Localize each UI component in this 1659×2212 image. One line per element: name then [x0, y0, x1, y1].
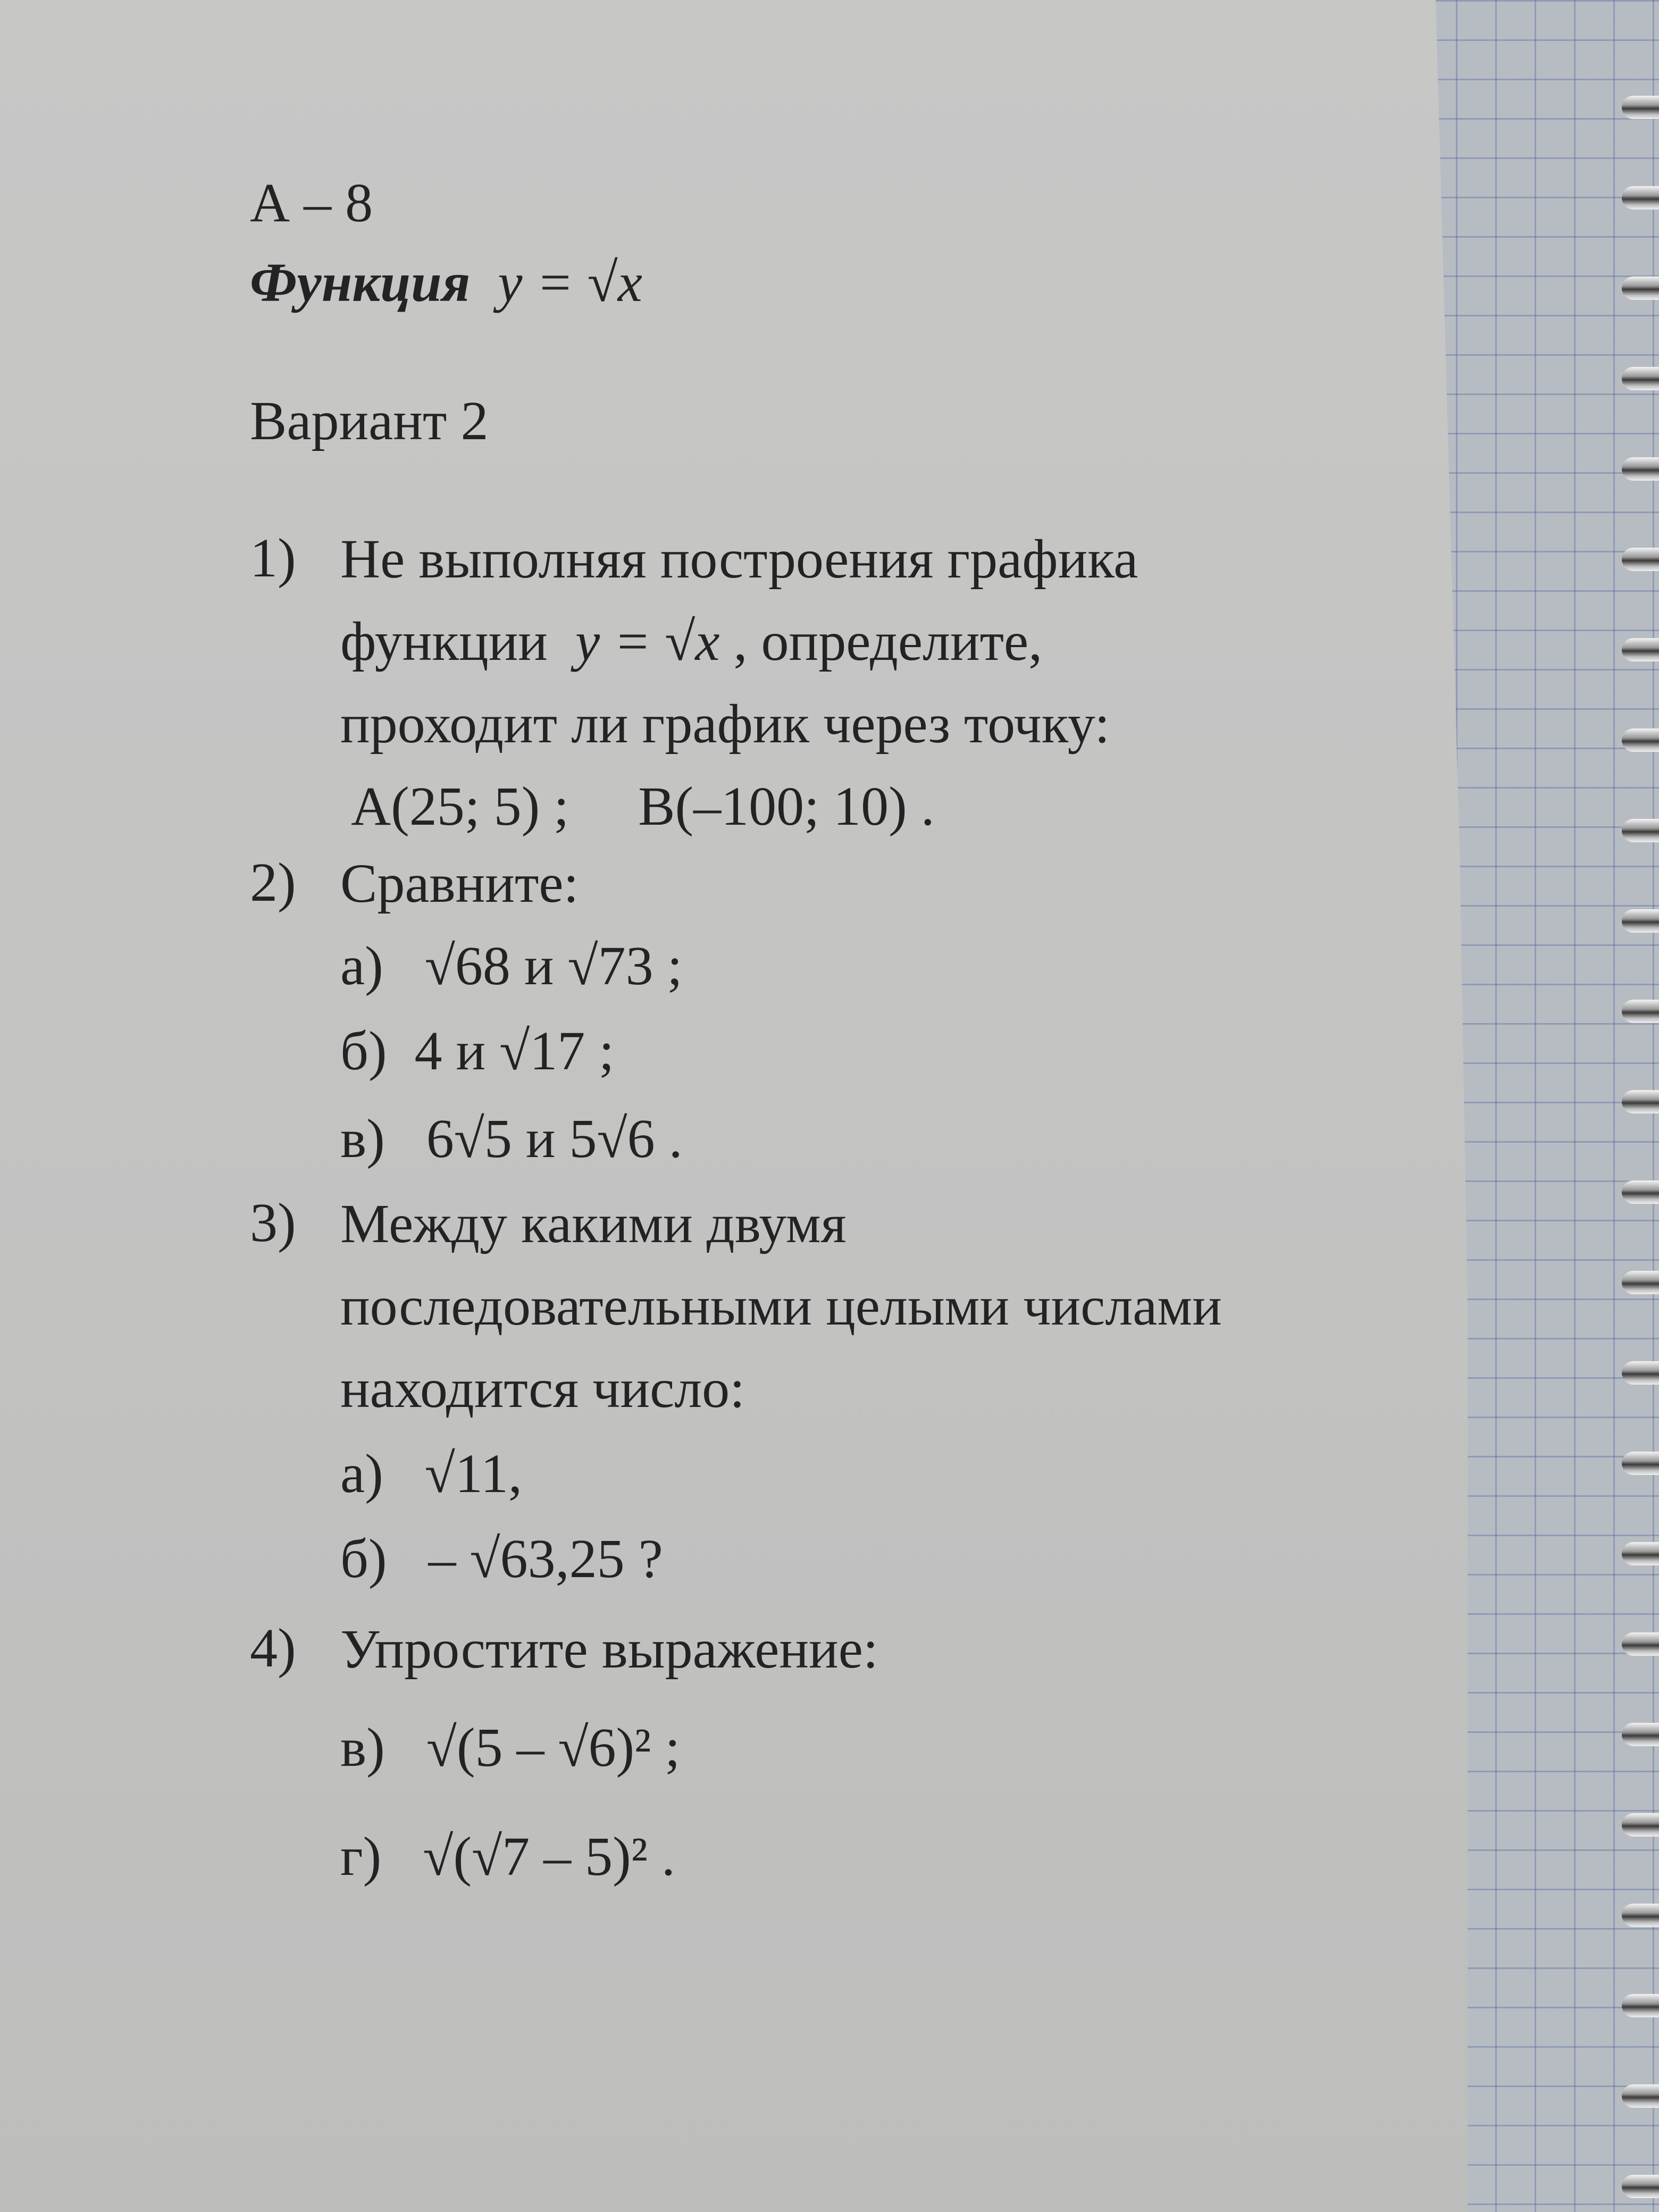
- task-2-title: Сравните:: [340, 853, 579, 914]
- subtitle-word: Функция: [250, 252, 471, 313]
- spiral-coil: [1622, 96, 1659, 119]
- item-label: б): [340, 1528, 387, 1589]
- item-label: в): [340, 1108, 385, 1169]
- spiral-coil: [1622, 1813, 1659, 1837]
- spiral-coil: [1622, 2084, 1659, 2108]
- item-label: в): [340, 1717, 385, 1778]
- spiral-coil: [1622, 1000, 1659, 1023]
- item-label: г): [340, 1826, 382, 1887]
- task-1-line-2-text: функции: [340, 611, 548, 672]
- item-expression: √(5 – √6)² ;: [426, 1717, 681, 1778]
- spiral-coil: [1622, 819, 1659, 842]
- task-1-line-2: [340, 611, 1043, 672]
- spiral-coil: [1622, 1180, 1659, 1204]
- task-1-points: [351, 776, 935, 837]
- point-b: B(–100; 10) .: [638, 776, 935, 837]
- item-expression: – √63,25 ?: [428, 1528, 663, 1589]
- task-3-line-3: находится число:: [340, 1358, 745, 1419]
- spiral-coil: [1622, 728, 1659, 752]
- task-1-line-1: Не выполняя построения графика: [340, 529, 1138, 590]
- task-3-item-b: [340, 1528, 663, 1589]
- item-expression: √68 и √73 ;: [424, 935, 683, 996]
- item-label: а): [340, 935, 383, 996]
- spiral-coil: [1622, 1904, 1659, 1927]
- worksheet-subtitle: [250, 252, 642, 313]
- spiral-coil: [1622, 1542, 1659, 1565]
- spiral-coil: [1622, 2175, 1659, 2198]
- item-expression: 6√5 и 5√6 .: [426, 1108, 683, 1169]
- spiral-coil: [1622, 1271, 1659, 1294]
- spiral-coil: [1622, 367, 1659, 390]
- task-1-formula: y = √x: [575, 611, 720, 672]
- spiral-coil: [1622, 638, 1659, 661]
- spiral-coil: [1622, 1452, 1659, 1475]
- spiral-coil: [1622, 186, 1659, 210]
- item-expression: √11,: [424, 1443, 523, 1504]
- task-3-number: 3): [250, 1192, 296, 1253]
- spiral-coil: [1622, 548, 1659, 571]
- variant-title: Вариант 2: [250, 390, 489, 451]
- task-2-item-a: [340, 935, 683, 996]
- subtitle-formula: y = √x: [498, 252, 642, 313]
- spiral-coil: [1622, 1632, 1659, 1656]
- spiral-coil: [1622, 457, 1659, 481]
- task-3-line-1: Между какими двумя: [340, 1193, 847, 1254]
- worksheet-code: А – 8: [250, 172, 373, 233]
- task-1-line-3: проходит ли график через точку:: [340, 693, 1110, 755]
- spiral-coil: [1622, 1361, 1659, 1385]
- task-4-title: Упростите выражение:: [340, 1619, 878, 1680]
- task-1-number: 1): [250, 527, 296, 589]
- task-4-item-g: [340, 1826, 675, 1887]
- task-3-item-a: [340, 1443, 523, 1504]
- spiral-coil: [1622, 276, 1659, 300]
- task-2-item-v: [340, 1108, 683, 1169]
- spiral-coil: [1622, 909, 1659, 933]
- task-1-line-2-tail: , определите,: [733, 611, 1043, 672]
- task-2-number: 2): [250, 852, 296, 913]
- item-expression: 4 и √17 ;: [414, 1020, 615, 1082]
- task-4-item-v: [340, 1717, 681, 1778]
- spiral-coil: [1622, 1723, 1659, 1746]
- task-4-number: 4): [250, 1618, 296, 1679]
- spiral-coil: [1622, 1994, 1659, 2017]
- item-expression: √(√7 – 5)² .: [423, 1826, 675, 1887]
- item-label: а): [340, 1443, 383, 1504]
- point-a: A(25; 5) ;: [351, 776, 569, 837]
- item-label: б): [340, 1020, 387, 1082]
- task-2-item-b: [340, 1020, 615, 1082]
- task-3-line-2: последовательными целыми числами: [340, 1276, 1222, 1337]
- notebook-spiral: [1616, 0, 1659, 2212]
- spiral-coil: [1622, 1090, 1659, 1113]
